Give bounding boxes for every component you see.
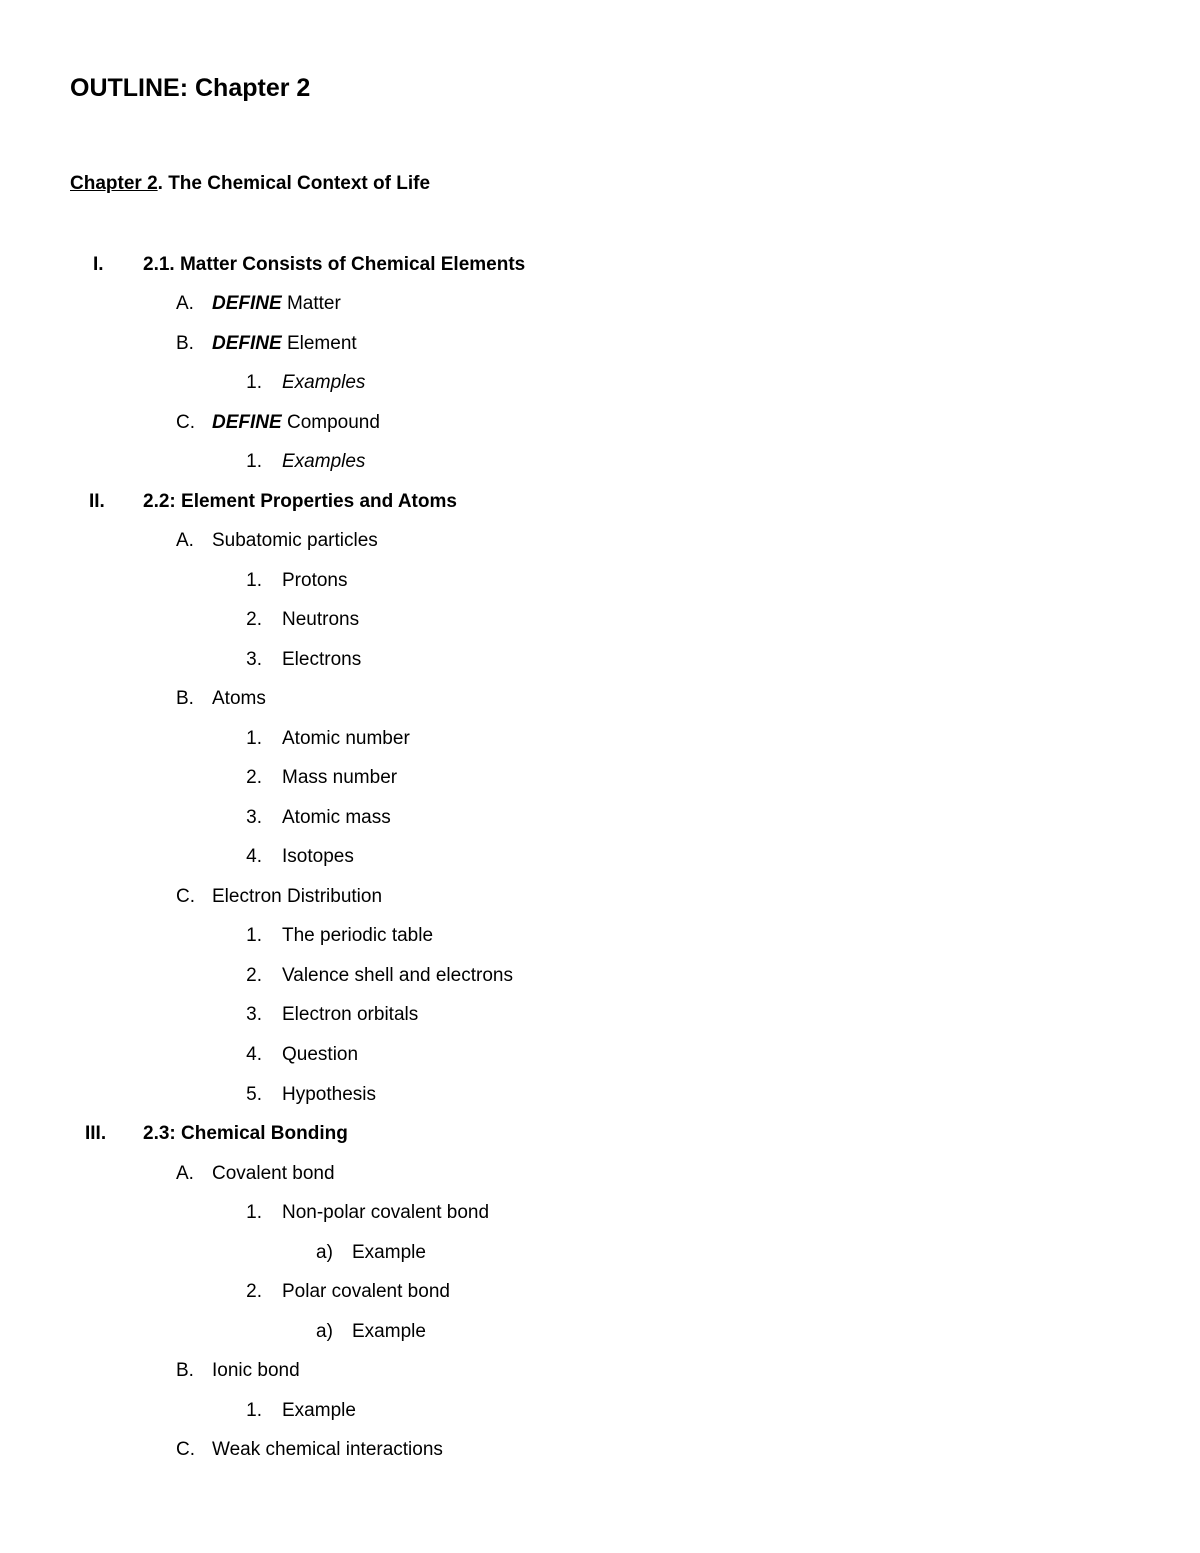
item-2c4-text: Question xyxy=(282,1044,359,1065)
item-3b1-text: Example xyxy=(282,1400,356,1421)
item-2c1-label: 1. xyxy=(246,925,262,946)
item-1c-text: Compound xyxy=(281,412,380,433)
item-2a1-label: 1. xyxy=(246,570,262,591)
item-2c1-text: The periodic table xyxy=(282,925,434,946)
item-1a-define: DEFINE xyxy=(212,293,282,314)
section-ii xyxy=(89,490,457,514)
item-2a1 xyxy=(246,569,348,593)
item-2a-label: A. xyxy=(176,530,194,551)
section-iii xyxy=(85,1122,348,1146)
chapter-label: Chapter 2 xyxy=(70,173,158,194)
item-3a1a xyxy=(316,1241,426,1265)
item-3a2 xyxy=(246,1280,450,1304)
item-2c-text: Electron Distribution xyxy=(212,886,383,907)
item-1b1-text: Examples xyxy=(282,372,366,393)
item-1b-text: Element xyxy=(281,333,357,354)
item-3b1 xyxy=(246,1399,356,1423)
item-2c1 xyxy=(246,924,434,948)
item-2a3-label: 3. xyxy=(246,649,262,670)
section-i-title: 2.1. Matter Consists of Chemical Elements xyxy=(143,254,526,275)
item-1c1-text: Examples xyxy=(282,451,366,472)
item-3b xyxy=(176,1359,300,1383)
item-2b2-label: 2. xyxy=(246,767,262,788)
item-2c3-text: Electron orbitals xyxy=(282,1004,419,1025)
chapter-title-rest: . The Chemical Context of Life xyxy=(157,173,431,194)
item-2a2-text: Neutrons xyxy=(282,609,360,630)
item-1c-label: C. xyxy=(176,412,195,433)
section-i-label: I. xyxy=(93,254,104,275)
item-2c2 xyxy=(246,964,513,988)
item-2b3-text: Atomic mass xyxy=(282,807,391,828)
item-3a xyxy=(176,1162,335,1186)
item-3a1 xyxy=(246,1201,490,1225)
item-2a2-label: 2. xyxy=(246,609,262,630)
item-3a1-label: 1. xyxy=(246,1202,262,1223)
item-2b4-label: 4. xyxy=(246,846,262,867)
section-iii-label: III. xyxy=(85,1123,107,1144)
page-title: OUTLINE: Chapter 2 xyxy=(70,74,311,102)
item-1b1 xyxy=(246,371,366,395)
item-2c2-label: 2. xyxy=(246,965,262,986)
item-3b-label: B. xyxy=(176,1360,194,1381)
item-1a-text: Matter xyxy=(281,293,341,314)
section-ii-title: 2.2: Element Properties and Atoms xyxy=(143,491,457,512)
item-2a1-text: Protons xyxy=(282,570,348,591)
item-2c-label: C. xyxy=(176,886,195,907)
item-3a1a-label: a) xyxy=(316,1242,333,1263)
item-2a3-text: Electrons xyxy=(282,649,362,670)
item-3c xyxy=(176,1438,443,1462)
item-2c5-text: Hypothesis xyxy=(282,1084,376,1105)
item-3a-label: A. xyxy=(176,1163,194,1184)
item-1a xyxy=(176,292,341,316)
item-2b4-text: Isotopes xyxy=(282,846,354,867)
chapter-subtitle xyxy=(70,173,430,195)
item-1c xyxy=(176,411,380,435)
item-1b-label: B. xyxy=(176,333,194,354)
item-1a-label: A. xyxy=(176,293,194,314)
item-2c2-text: Valence shell and electrons xyxy=(282,965,513,986)
item-2a3 xyxy=(246,648,362,672)
item-2c5 xyxy=(246,1083,376,1107)
item-3a1a-text: Example xyxy=(352,1242,426,1263)
item-2b1-label: 1. xyxy=(246,728,262,749)
item-1c1 xyxy=(246,450,366,474)
item-3a-text: Covalent bond xyxy=(212,1163,335,1184)
item-1b-define: DEFINE xyxy=(212,333,282,354)
item-2c3 xyxy=(246,1003,419,1027)
section-ii-label: II. xyxy=(89,491,105,512)
item-3b1-label: 1. xyxy=(246,1400,262,1421)
item-3c-label: C. xyxy=(176,1439,195,1460)
item-2b3 xyxy=(246,806,391,830)
item-3a2a-label: a) xyxy=(316,1321,333,1342)
item-2c4 xyxy=(246,1043,359,1067)
item-2b1-text: Atomic number xyxy=(282,728,410,749)
item-2a xyxy=(176,529,378,553)
item-2c4-label: 4. xyxy=(246,1044,262,1065)
item-2b-label: B. xyxy=(176,688,194,709)
item-2b2-text: Mass number xyxy=(282,767,398,788)
item-3a2a-text: Example xyxy=(352,1321,426,1342)
item-2b-text: Atoms xyxy=(212,688,266,709)
section-i xyxy=(93,253,526,277)
item-2c xyxy=(176,885,383,909)
item-1b1-label: 1. xyxy=(246,372,262,393)
item-2b3-label: 3. xyxy=(246,807,262,828)
item-1c-define: DEFINE xyxy=(212,412,282,433)
item-2b4 xyxy=(246,845,354,869)
item-3a2-label: 2. xyxy=(246,1281,262,1302)
item-2b1 xyxy=(246,727,410,751)
item-3c-text: Weak chemical interactions xyxy=(212,1439,443,1460)
item-2b xyxy=(176,687,266,711)
item-3a1-text: Non-polar covalent bond xyxy=(282,1202,490,1223)
item-3a2a xyxy=(316,1320,426,1344)
item-2b2 xyxy=(246,766,398,790)
item-3a2-text: Polar covalent bond xyxy=(282,1281,450,1302)
item-1c1-label: 1. xyxy=(246,451,262,472)
item-2a-text: Subatomic particles xyxy=(212,530,378,551)
item-2a2 xyxy=(246,608,360,632)
section-iii-title: 2.3: Chemical Bonding xyxy=(143,1123,348,1144)
item-1b xyxy=(176,332,357,356)
item-2c5-label: 5. xyxy=(246,1084,262,1105)
item-3b-text: Ionic bond xyxy=(212,1360,300,1381)
item-2c3-label: 3. xyxy=(246,1004,262,1025)
